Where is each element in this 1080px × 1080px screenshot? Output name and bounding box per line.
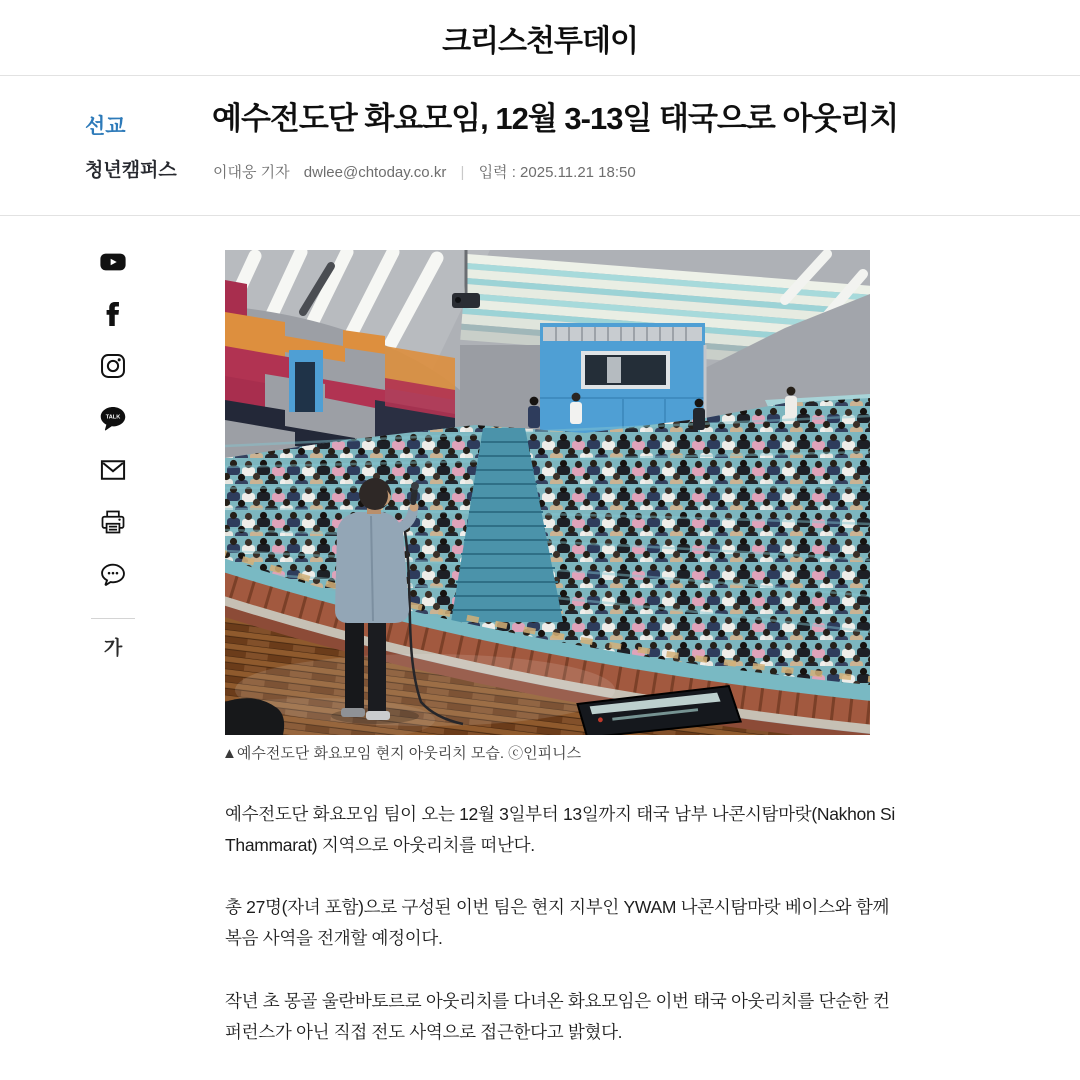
category-link-mission[interactable]: 선교: [85, 115, 126, 138]
share-rail: [96, 248, 130, 660]
youtube-icon[interactable]: [99, 248, 127, 276]
article-title: 예수전도단 화요모임, 12월 3-13일 태국으로 아웃리치: [212, 101, 899, 136]
byline: [213, 161, 636, 182]
facebook-icon[interactable]: [99, 300, 127, 328]
font-size-button[interactable]: 가: [103, 638, 123, 659]
article-photo: [225, 250, 870, 735]
site-header: [0, 0, 1080, 75]
email-icon[interactable]: [99, 456, 127, 484]
paragraph-3: 작년 초 몽골 울란바토르로 아웃리치를 다녀온 화요모임은 이번 태국 아웃리치를 단순한 컨퍼런스가 아닌 직접 전도 사역으로 접근한다고 밝혔다.: [225, 990, 890, 1042]
site-logo[interactable]: 크리스천투데이: [442, 24, 638, 58]
category-link-youth-campus[interactable]: 청년캠퍼스: [85, 160, 177, 181]
kakaotalk-label: TALK: [105, 414, 121, 421]
reporter-name: 이대웅 기자: [213, 164, 290, 181]
print-icon[interactable]: [99, 508, 127, 536]
reporter-email[interactable]: dwlee@chtoday.co.kr: [303, 164, 447, 181]
header-divider: [0, 75, 1080, 76]
instagram-icon[interactable]: [99, 352, 127, 380]
publish-time: 입력 : 2025.11.21 18:50: [478, 164, 636, 181]
title-divider: [0, 215, 1080, 216]
kakaotalk-icon[interactable]: [99, 404, 127, 432]
photo-caption: ▲예수전도단 화요모임 현지 아웃리치 모습. ⓒ인피니스: [222, 745, 582, 762]
byline-separator: |: [460, 164, 465, 181]
article-body: [225, 799, 905, 1079]
rail-divider: [91, 618, 135, 619]
paragraph-1: 예수전도단 화요모임 팀이 오는 12월 3일부터 13일까지 태국 남부 나콘시탐마랏(Nakhon Si Thammarat) 지역으로 아웃리치를 떠난다.: [225, 804, 895, 856]
lecture-hall-illustration: [225, 250, 870, 735]
breadcrumb: [85, 110, 177, 182]
paragraph-2: 총 27명(자녀 포함)으로 구성된 이번 팀은 현지 지부인 YWAM 나콘시탐마랏 베이스와 함께 복음 사역을 전개할 예정이다.: [225, 897, 890, 949]
comment-icon[interactable]: [99, 560, 127, 588]
